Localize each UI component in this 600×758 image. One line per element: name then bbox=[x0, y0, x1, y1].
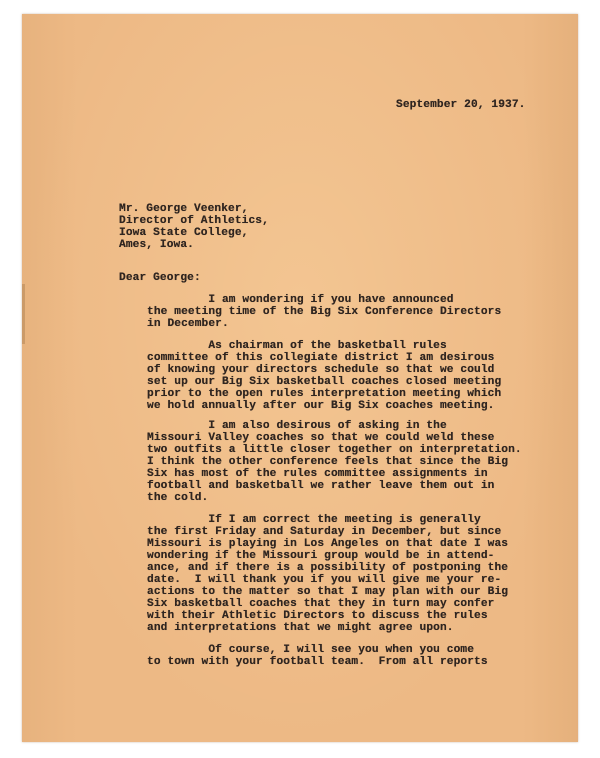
paragraph-2-line: we hold annually after our Big Six coaches meeting. bbox=[147, 400, 495, 412]
paragraph-3-line: two outfits a little closer together on interpretation. bbox=[147, 444, 522, 456]
paragraph-3-line: I am also desirous of asking in the bbox=[147, 420, 447, 432]
paragraph-2-line: As chairman of the basketball rules bbox=[147, 340, 447, 352]
paragraph-5-line: Of course, I will see you when you come bbox=[147, 644, 475, 656]
paragraph-5-line: to town with your football team. From all reports bbox=[147, 656, 488, 668]
recipient-title: Director of Athletics, bbox=[119, 215, 269, 227]
recipient-institution: Iowa State College, bbox=[119, 227, 249, 239]
paragraph-2-line: committee of this collegiate district I am desirous bbox=[147, 352, 495, 364]
paragraph-4-line: actions to the matter so that I may plan with our Big bbox=[147, 586, 509, 598]
paragraph-4-line: wondering if the Missouri group would be in attend- bbox=[147, 550, 495, 562]
paper-edge-mark bbox=[22, 284, 25, 344]
paragraph-1-line: the meeting time of the Big Six Conference Directors bbox=[147, 306, 502, 318]
paragraph-3-line: I think the other conference feels that since the Big bbox=[147, 456, 509, 468]
paragraph-4-line: Six basketball coaches that they in turn may confer bbox=[147, 598, 495, 610]
paragraph-4-line: ance, and if there is a possibility of postponing the bbox=[147, 562, 509, 574]
paragraph-3-line: Six has most of the rules committee assignments in bbox=[147, 468, 488, 480]
paragraph-1-line: in December. bbox=[147, 318, 229, 330]
letter-date: September 20, 1937. bbox=[396, 99, 526, 111]
recipient-name: Mr. George Veenker, bbox=[119, 203, 249, 215]
paragraph-4-line: with their Athletic Directors to discuss the rules bbox=[147, 610, 488, 622]
paragraph-2-line: of knowing your directors schedule so that we could bbox=[147, 364, 495, 376]
paragraph-4-line: and interpretations that we might agree upon. bbox=[147, 622, 454, 634]
salutation: Dear George: bbox=[119, 272, 201, 284]
recipient-city: Ames, Iowa. bbox=[119, 239, 194, 251]
paragraph-4-line: date. I will thank you if you will give me your re- bbox=[147, 574, 502, 586]
paragraph-4-line: If I am correct the meeting is generally bbox=[147, 514, 481, 526]
paragraph-4-line: the first Friday and Saturday in December, but since bbox=[147, 526, 502, 538]
paragraph-2-line: set up our Big Six basketball coaches closed meeting bbox=[147, 376, 502, 388]
paragraph-3-line: Missouri Valley coaches so that we could weld these bbox=[147, 432, 495, 444]
paragraph-2-line: prior to the open rules interpretation meeting which bbox=[147, 388, 502, 400]
paragraph-1-line: I am wondering if you have announced bbox=[147, 294, 454, 306]
paragraph-3-line: football and basketball we rather leave them out in bbox=[147, 480, 495, 492]
paragraph-4-line: Missouri is playing in Los Angeles on that date I was bbox=[147, 538, 509, 550]
letter-paper bbox=[22, 14, 578, 742]
paragraph-3-line: the cold. bbox=[147, 492, 209, 504]
